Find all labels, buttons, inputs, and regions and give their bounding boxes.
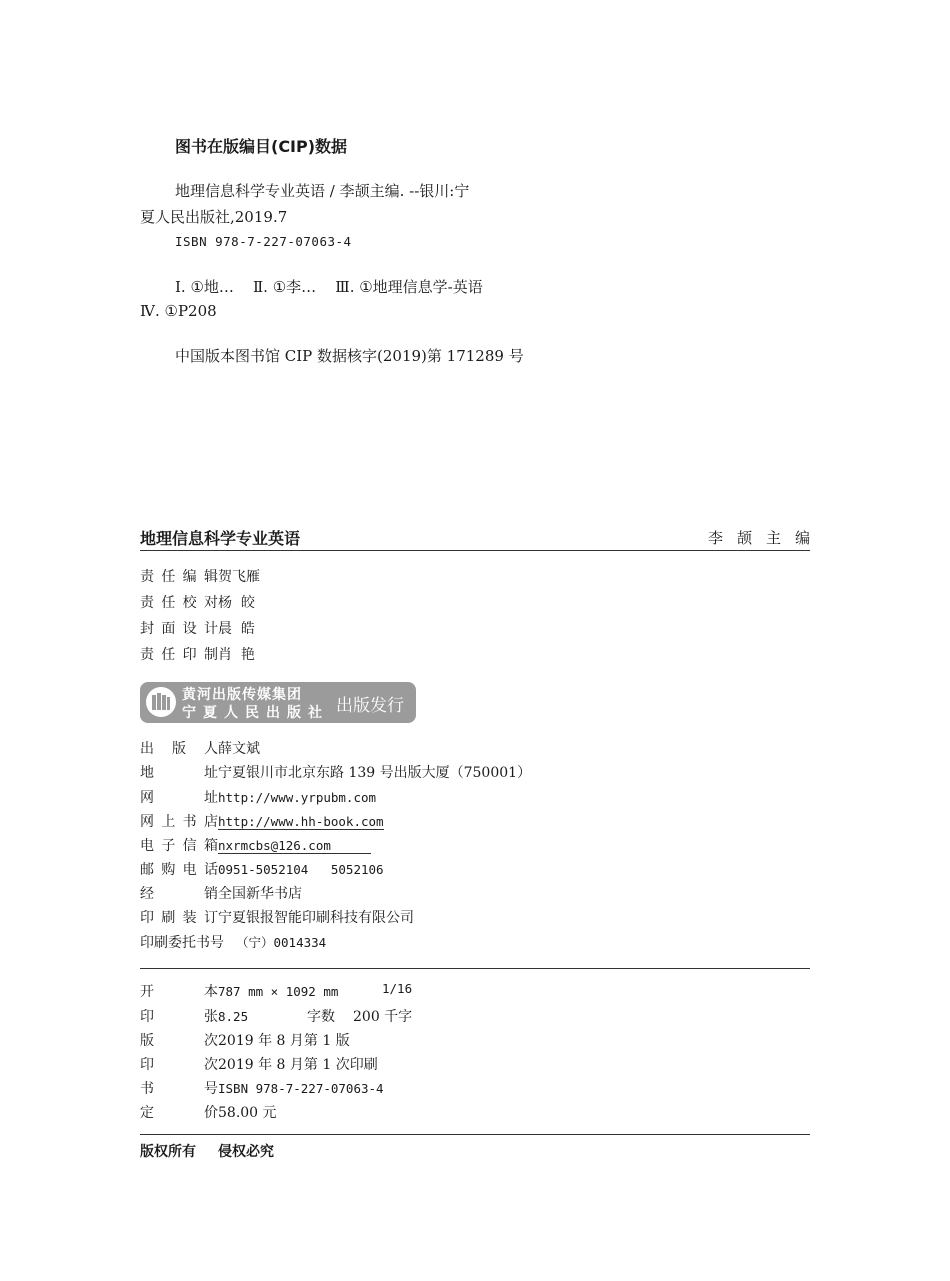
credit-label: 责任印制 xyxy=(140,647,218,663)
credit-row xyxy=(140,566,260,586)
publisher-value: 薛文斌 xyxy=(218,741,260,757)
book-title: 地理信息科学专业英语 xyxy=(140,529,301,548)
cip-subjects-1: Ⅰ. ①地… Ⅱ. ①李… Ⅲ. ①地理信息学-英语 xyxy=(175,278,483,296)
printing-row xyxy=(140,1054,378,1074)
format-label: 开本 xyxy=(140,984,218,1000)
credit-row xyxy=(140,592,255,612)
phone-value: 0951-5052104 5052106 xyxy=(218,862,384,877)
sheets-label: 印张 xyxy=(140,1009,218,1025)
logo-tagline: 出版发行 xyxy=(336,696,404,716)
copyright-notice xyxy=(140,1141,274,1161)
edition-row xyxy=(140,1030,350,1050)
price-label: 定价 xyxy=(140,1105,218,1121)
phone-label: 邮购电话 xyxy=(140,862,218,878)
format-row xyxy=(140,981,413,1001)
website-link[interactable]: http://www.yrpubm.com xyxy=(218,790,377,805)
cip-isbn: ISBN 978-7-227-07063-4 xyxy=(175,234,352,249)
address-value: 宁夏银川市北京东路 139 号出版大厦（750001） xyxy=(218,765,532,781)
phone-row xyxy=(140,859,384,879)
words-value: 200 千字 xyxy=(353,1009,413,1025)
cip-line-2: 夏人民出版社,2019.7 xyxy=(140,208,288,226)
credit-value: 肖 艳 xyxy=(218,647,255,663)
credit-label: 责任校对 xyxy=(140,595,218,611)
publisher-label: 出版人 xyxy=(140,741,218,757)
website-label: 网址 xyxy=(140,790,218,806)
credit-label: 责任编辑 xyxy=(140,569,218,585)
edition-value: 2019 年 8 月第 1 版 xyxy=(218,1033,350,1049)
email-row xyxy=(140,835,371,855)
cip-line-1: 地理信息科学专业英语 / 李颉主编. --银川:宁 xyxy=(175,182,470,200)
logo-group-name: 黄河出版传媒集团 xyxy=(182,687,302,703)
online-shop-label: 网上书店 xyxy=(140,814,218,830)
distributor-value: 全国新华书店 xyxy=(218,886,302,902)
logo-press-name: 宁夏人民出版社 xyxy=(182,705,329,721)
distributor-row xyxy=(140,883,302,903)
online-shop-link[interactable]: http://www.hh-book.com xyxy=(218,814,384,829)
distributor-label: 经销 xyxy=(140,886,218,902)
isbn-label: 书号 xyxy=(140,1081,218,1097)
sheets-row xyxy=(140,1006,413,1026)
format-value: 787 mm × 1092 mm xyxy=(218,984,339,999)
credit-value: 贺飞雁 xyxy=(218,569,260,585)
printing-label: 印次 xyxy=(140,1057,218,1073)
price-value: 58.00 元 xyxy=(218,1105,277,1121)
credit-row xyxy=(140,618,255,638)
email-link[interactable]: nxrmcbs@126.com xyxy=(218,838,371,854)
address-label: 地址 xyxy=(140,765,218,781)
credit-row xyxy=(140,644,255,664)
title-rule xyxy=(140,550,810,551)
specs-top-rule xyxy=(140,968,810,969)
email-label: 电子信箱 xyxy=(140,838,218,854)
printer-row xyxy=(140,907,414,927)
credit-value: 晨 皓 xyxy=(218,621,255,637)
commission-value: （宁）0014334 xyxy=(236,935,327,950)
cip-heading: 图书在版编目(CIP)数据 xyxy=(175,137,348,156)
credit-value: 杨 皎 xyxy=(218,595,255,611)
copyright-left: 版权所有 xyxy=(140,1144,196,1160)
isbn-value: ISBN 978-7-227-07063-4 xyxy=(218,1081,384,1096)
publisher-row xyxy=(140,738,260,758)
isbn-row xyxy=(140,1078,384,1098)
book-emblem-icon xyxy=(146,687,176,717)
sheets-value: 8.25 xyxy=(218,1009,249,1024)
printer-value: 宁夏银报智能印刷科技有限公司 xyxy=(218,910,414,926)
commission-row xyxy=(140,932,326,952)
online-shop-row xyxy=(140,811,384,831)
cip-number: 中国版本图书馆 CIP 数据核字(2019)第 171289 号 xyxy=(175,347,524,365)
website-row xyxy=(140,787,376,807)
price-row xyxy=(140,1102,277,1122)
publisher-logo xyxy=(140,682,416,723)
copyright-right: 侵权必究 xyxy=(218,1144,274,1160)
cip-subjects-2: Ⅳ. ①P208 xyxy=(140,302,217,320)
printing-value: 2019 年 8 月第 1 次印刷 xyxy=(218,1057,378,1073)
credit-label: 封面设计 xyxy=(140,621,218,637)
edition-label: 版次 xyxy=(140,1033,218,1049)
words-label: 字数 xyxy=(307,1009,335,1025)
commission-label: 印刷委托书号 xyxy=(140,935,224,951)
printer-label: 印刷装订 xyxy=(140,910,218,926)
address-row xyxy=(140,762,531,782)
format-fold: 1/16 xyxy=(382,981,413,996)
book-editor: 李颉主编 xyxy=(707,529,824,547)
copyright-rule xyxy=(140,1134,810,1135)
